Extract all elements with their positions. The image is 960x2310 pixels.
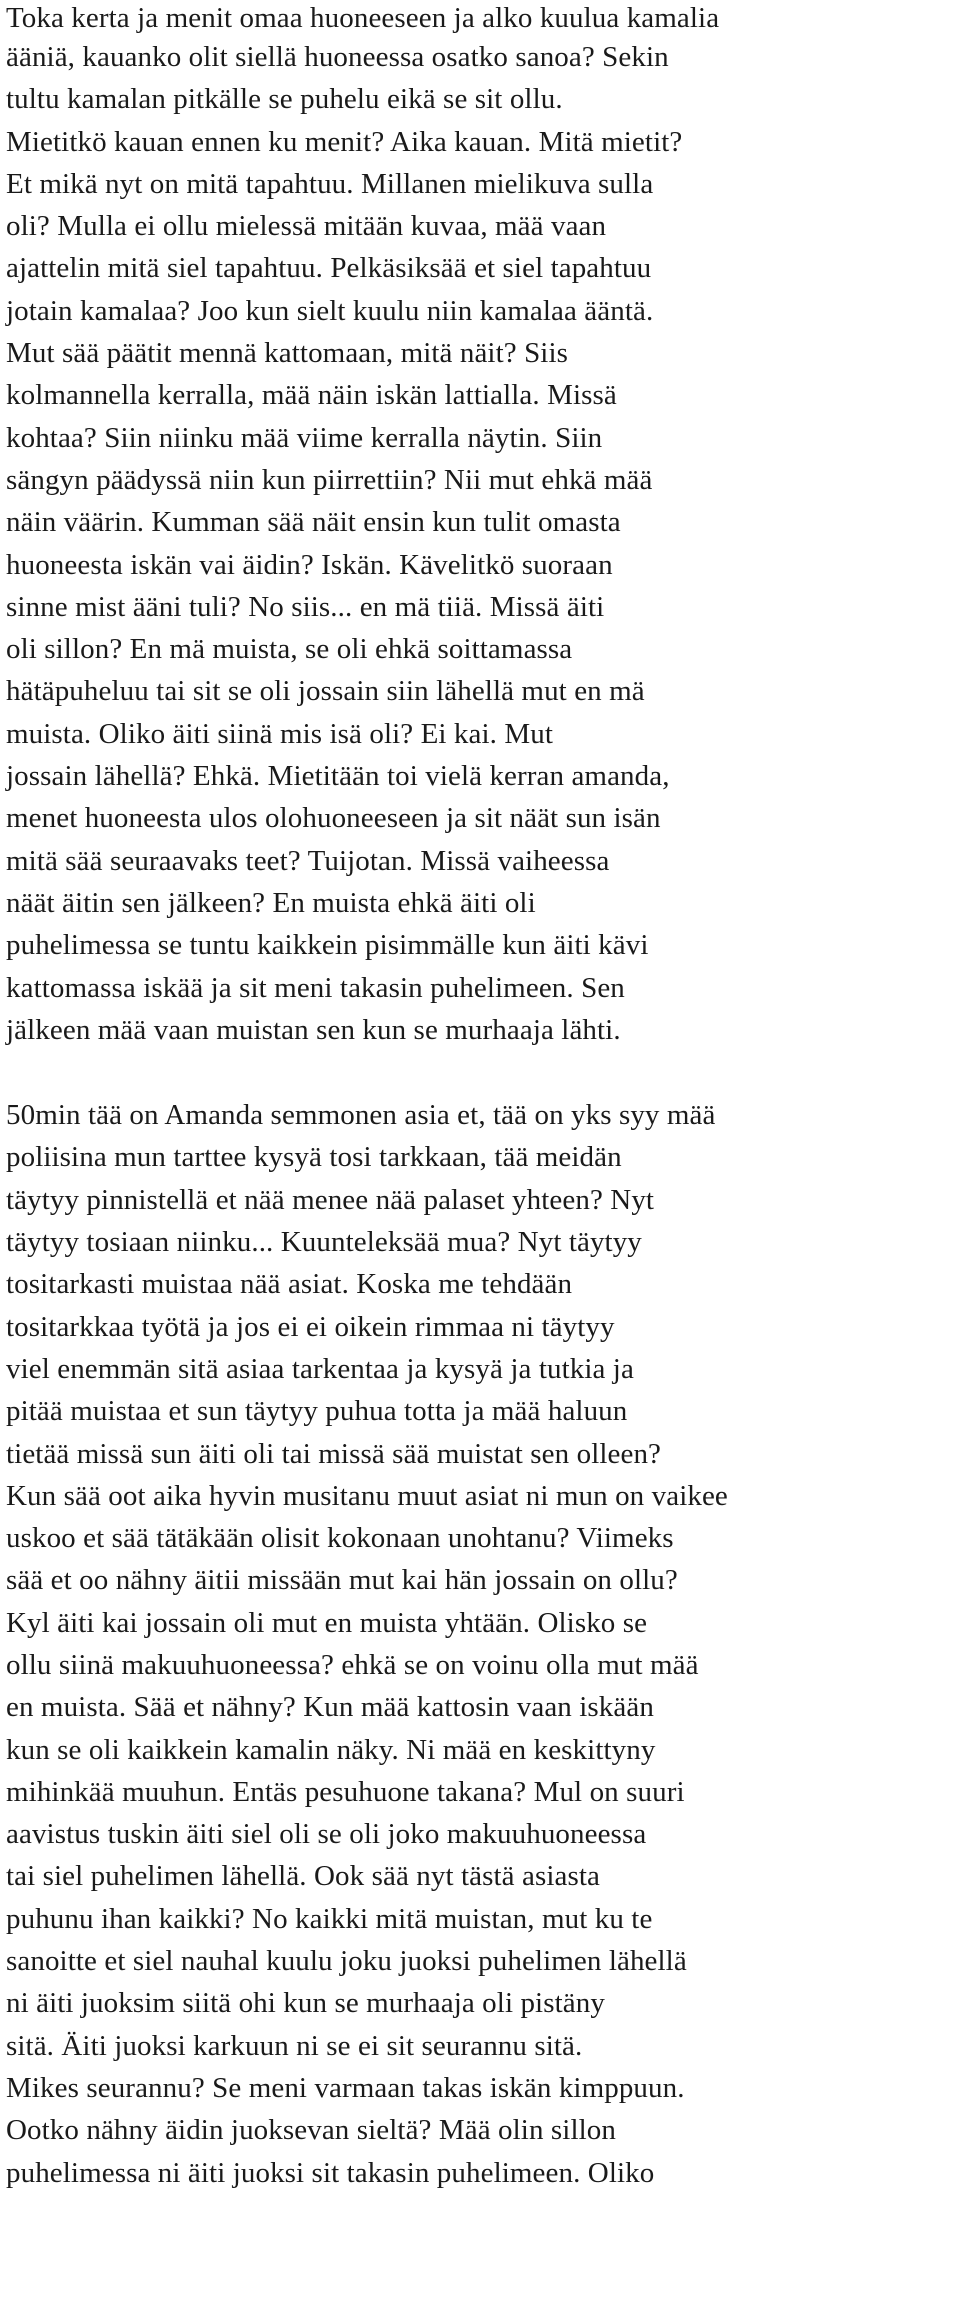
text-line: tultu kamalan pitkälle se puhelu eikä se sit ollu. [6,83,563,116]
text-line: jossain lähellä? Ehkä. Mietitään toi vielä kerran amanda, [6,760,670,793]
text-line: Kyl äiti kai jossain oli mut en muista yhtään. Olisko se [6,1606,648,1639]
text-line: täytyy tosiaan niinku... Kuunteleksää mua? Nyt täytyy [6,1226,642,1259]
text-line: puhelimessa se tuntu kaikkein pisimmälle kun äiti kävi [6,929,649,962]
text-line: Kun sää oot aika hyvin musitanu muut asiat ni mun on vaikee [6,1479,728,1512]
paragraph-gap [6,1051,956,1094]
text-line: en muista. Sää et nähny? Kun mää kattosin vaan iskään [6,1691,654,1724]
text-line: viel enemmän sitä asiaa tarkentaa ja kysyä ja tutkia ja [6,1352,634,1385]
text-line: sinne mist ääni tuli? No siis... en mä tiiä. Missä äiti [6,590,605,623]
text-line: Mietitkö kauan ennen ku menit? Aika kauan. Mitä mietit? [6,125,683,158]
text-line: mihinkää muuhun. Entäs pesuhuone takana? Mul on suuri [6,1775,685,1808]
text-line: tai siel puhelimen lähellä. Ook sää nyt tästä asiasta [6,1860,600,1893]
document-page [6,0,956,2194]
text-line: oli sillon? En mä muista, se oli ehkä soittamassa [6,633,573,666]
text-line: muista. Oliko äiti siinä mis isä oli? Ei kai. Mut [6,717,553,750]
text-line: aavistus tuskin äiti siel oli se oli joko makuuhuoneessa [6,1818,647,1851]
text-line: sanoitte et siel nauhal kuulu joku juoksi puhelimen lähellä [6,1945,687,1978]
text-line: kolmannella kerralla, mää näin iskän lattialla. Missä [6,379,617,412]
text-line: Ootko nähny äidin juoksevan sieltä? Mää olin sillon [6,2114,616,2147]
text-line: oli? Mulla ei ollu mielessä mitään kuvaa, mää vaan [6,210,607,243]
paragraph-1 [6,0,956,1051]
text-line: ajattelin mitä siel tapahtuu. Pelkäsiksää et siel tapahtuu [6,252,652,285]
text-line: näät äitin sen jälkeen? En muista ehkä äiti oli [6,886,536,919]
text-line: huoneesta iskän vai äidin? Iskän. Kävelitkö suoraan [6,548,613,581]
text-line: tositarkasti muistaa nää asiat. Koska me tehdään [6,1268,573,1301]
text-line: jälkeen mää vaan muistan sen kun se murhaaja lähti. [6,1013,621,1046]
text-line: Toka kerta ja menit omaa huoneeseen ja alko kuulua kamalia [6,2,720,34]
text-line: Et mikä nyt on mitä tapahtuu. Millanen mielikuva sulla [6,167,654,200]
text-line: kun se oli kaikkein kamalin näky. Ni mää en keskittyny [6,1733,656,1766]
text-line: tietää missä sun äiti oli tai missä sää muistat sen olleen? [6,1437,662,1470]
text-line: sää et oo nähny äitii missään mut kai hän jossain on ollu? [6,1564,678,1597]
text-line: mitä sää seuraavaks teet? Tuijotan. Missä vaiheessa [6,844,610,877]
text-line: ollu siinä makuuhuoneessa? ehkä se on voinu olla mut mää [6,1648,699,1681]
text-line: ni äiti juoksim siitä ohi kun se murhaaja oli pistäny [6,1987,605,2020]
text-line: puhunu ihan kaikki? No kaikki mitä muistan, mut ku te [6,1902,653,1935]
text-line: ääniä, kauanko olit siellä huoneessa osatko sanoa? Sekin [6,41,669,73]
text-line: sängyn päädyssä niin kun piirrettiin? Nii mut ehkä mää [6,463,653,496]
text-line: menet huoneesta ulos olohuoneeseen ja sit näät sun isän [6,802,661,835]
paragraph-2 [6,1094,956,2194]
text-line: Mut sää päätit mennä kattomaan, mitä näit? Siis [6,337,569,370]
text-line: 50min tää on Amanda semmonen asia et, tää on yks syy mää [6,1099,716,1132]
text-line: pitää muistaa et sun täytyy puhua totta ja mää haluun [6,1395,628,1428]
text-line: kohtaa? Siin niinku mää viime kerralla näytin. Siin [6,421,603,454]
text-line: jotain kamalaa? Joo kun sielt kuulu niin kamalaa ääntä. [6,294,654,327]
text-line: Mikes seurannu? Se meni varmaan takas iskän kimppuun. [6,2071,685,2104]
text-line: tositarkkaa työtä ja jos ei ei oikein rimmaa ni täytyy [6,1310,615,1343]
text-line: sitä. Äiti juoksi karkuun ni se ei sit seurannu sitä. [6,2029,583,2062]
text-line: täytyy pinnistellä et nää menee nää palaset yhteen? Nyt [6,1183,655,1216]
text-line: puhelimessa ni äiti juoksi sit takasin puhelimeen. Oliko [6,2156,655,2189]
text-line: kattomassa iskää ja sit meni takasin puhelimeen. Sen [6,971,625,1004]
text-line: poliisina mun tarttee kysyä tosi tarkkaan, tää meidän [6,1141,622,1174]
text-line: näin väärin. Kumman sää näit ensin kun tulit omasta [6,506,621,539]
text-line: hätäpuheluu tai sit se oli jossain siin lähellä mut en mä [6,675,645,708]
text-line: uskoo et sää tätäkään olisit kokonaan unohtanu? Viimeks [6,1522,674,1555]
